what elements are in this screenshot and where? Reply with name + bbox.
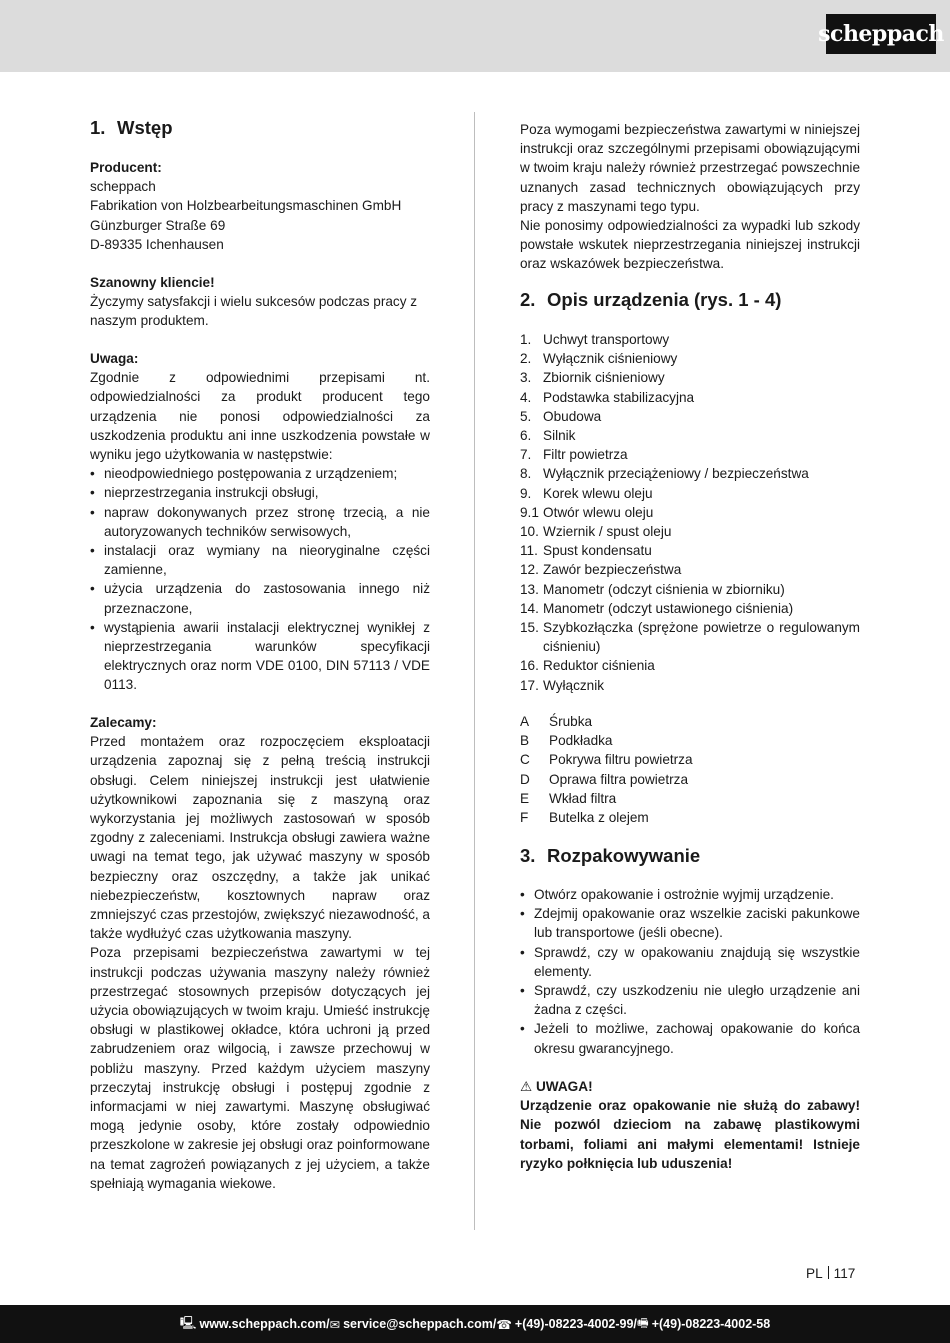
list-item-number: C [520, 752, 530, 768]
dear-customer-label: Szanowny kliencie! [90, 275, 215, 290]
intro-paragraph: Poza wymogami bezpieczeństwa zawartymi w niniejszej instrukcji oraz szczególnymi przepisami obowiązującymi w twoim kraju należy również przestrzegać powszechnie uznanych zasad technicznych obowiązujących przy pracy z maszynami tego typu. [520, 122, 860, 214]
list-item [520, 541, 860, 560]
dear-customer-block [90, 273, 430, 331]
list-item [520, 426, 860, 445]
list-item [520, 503, 860, 522]
scheppach-logo: scheppach [826, 14, 936, 54]
section-1-heading: 1. Wstęp [90, 117, 173, 138]
page-number: PL 117 [806, 1266, 856, 1281]
list-item-text: Wyłącznik ciśnieniowy [543, 351, 678, 367]
list-item [520, 522, 860, 541]
list-item [520, 330, 860, 349]
list-item [520, 676, 860, 695]
list-item: • wystąpienia awarii instalacji elektrycznej wynikłej z nieprzestrzegania warunków specyfikacji elektrycznych oraz norm VDE 0100, DIN 57113 / VDE 0113. [90, 618, 430, 695]
recommend-paragraph: Poza przepisami bezpieczeństwa zawartymi w tej instrukcji podczas używania maszyny należy również przestrzegać stosownych przepisów dotyczących jej użycia obowiązujących w twoim kraju. Umieść instrukcję obsługi w plastikowej okładce, która uchroni ją przed zabrudzeniem oraz wilgocią, i zawsze przechowuj w pobliżu maszyny. Przed każdym użyciem maszyny przeczytaj instrukcję obsługi i postępuj zgodnie z informacjami w niej zawartymi. Maszynę obsługiwać mogą jedynie osoby, które zostały odpowiednio przeszkolone w zakresie jej obsługi oraz poinformowane na temat zagrożeń powiązanych z jej użyciem, a także spełniają wymagania wiekowe. [90, 945, 430, 1191]
list-item [520, 484, 860, 503]
list-item-text: Wyłącznik [543, 677, 605, 693]
list-item [520, 464, 860, 483]
footer-bar: 🖳 www.scheppach.com / ✉ service@scheppach.com / ☎ +(49)-08223-4002-99 / 🖷 +(49)-08223-4002-58 [0, 1305, 950, 1343]
list-item [520, 599, 860, 618]
list-item-text: Szybkozłączka (sprężone powietrze o regulowanym ciśnieniu) [543, 620, 860, 655]
list-item [520, 388, 860, 407]
list-item: • instalacji oraz wymiany na nieoryginalne części zamienne, [90, 541, 430, 579]
list-item-number: 13. [520, 581, 539, 597]
list-item-text: Reduktor ciśnienia [543, 658, 655, 674]
footer-phone: +(49)-08223-4002-99 [514, 1317, 634, 1331]
list-item-text: Manometr (odczyt ustawionego ciśnienia) [543, 600, 794, 616]
phone-icon: ☎ [496, 1317, 512, 1332]
list-item [520, 368, 860, 387]
list-item [520, 656, 860, 675]
list-item [520, 789, 860, 808]
list-item-number: 9. [520, 485, 532, 501]
warning-label: ⚠ UWAGA! [520, 1079, 593, 1094]
list-item-number: 16. [520, 658, 539, 674]
list-item-number: E [520, 790, 530, 806]
recommend-label: Zalecamy: [90, 715, 157, 730]
recommend-paragraph: Przed montażem oraz rozpoczęciem eksploatacji urządzenia zapoznaj się z pełną treścią instrukcji obsługi. Celem niniejszej instrukcji jest ułatwienie użytkownikowi zapoznania się z maszyną oraz wykorzystania jej możliwych zastosowań w sposób zgodny z zaleceniami. Instrukcja obsługi zawiera ważne uwagi na temat tego, jak używać maszyny w sposób bezpieczny oraz oszczędny, a także jak unikać niebezpieczeństw, kosztownych napraw oraz zmniejszyć czas przestojów, zwiększyć niezawodność, a także wydłużyć czas użytkowania maszyny. [90, 734, 430, 942]
list-item-text: Spust kondensatu [543, 543, 652, 559]
list-item-number: 17. [520, 677, 539, 693]
list-item [520, 808, 860, 827]
list-item-text: Podstawka stabilizacyjna [543, 389, 695, 405]
recommend-block [90, 713, 430, 1193]
producer-line: Fabrikation von Holzbearbeitungsmaschinen GmbH [90, 198, 402, 214]
list-item-number: 8. [520, 466, 532, 482]
list-item-number: 5. [520, 408, 532, 424]
producer-label: Producent: [90, 160, 162, 175]
list-item-number: 7. [520, 447, 532, 463]
fax-icon: 🖷 [636, 1315, 649, 1330]
list-item-text: Oprawa filtra powietrza [549, 771, 689, 787]
list-item-text: Podkładka [549, 733, 613, 749]
list-item-number: F [520, 810, 529, 826]
list-item-text: Zawór bezpieczeństwa [543, 562, 682, 578]
list-item-text: Otwór wlewu oleju [543, 504, 654, 520]
list-item [520, 445, 860, 464]
list-item: • Otwórz opakowanie i ostrożnie wyjmij urządzenie. [520, 885, 860, 904]
list-item-text: Uchwyt transportowy [543, 332, 670, 347]
list-item-number: 3. [520, 370, 532, 386]
list-item-number: 12. [520, 562, 539, 578]
parts-list [520, 330, 860, 695]
page-separator [828, 1266, 829, 1279]
list-item-number: D [520, 771, 530, 787]
intro-paragraph: Nie ponosimy odpowiedzialności za wypadki lub szkody powstałe wskutek nieprzestrzegania niniejszej instrukcji oraz wskazówek bezpieczeństwa. [520, 218, 860, 272]
note-text: Zgodnie z odpowiednimi przepisami nt. odpowiedzialności za produkt producent tego urządzenia nie ponosi odpowiedzialności za uszkodzenia produktu ani inne uszkodzenia powstałe w wyniku jego użytkowania w następstwie: [90, 370, 430, 463]
list-item [520, 618, 860, 656]
list-item-number: 14. [520, 600, 539, 616]
warning-text: Urządzenie oraz opakowanie nie służą do zabawy! Nie pozwól dzieciom na zabawę plastikowymi torbami, foliami ani małymi elementami! Istnieje ryzyko połknięcia lub uduszenia! [520, 1098, 860, 1171]
list-item-number: B [520, 733, 530, 749]
list-item: • nieodpowiedniego postępowania z urządzeniem; [90, 464, 430, 483]
list-item [520, 770, 860, 789]
list-item: • Zdejmij opakowanie oraz wszelkie zaciski pakunkowe lub transportowe (jeśli obecne). [520, 904, 860, 942]
list-item [520, 750, 860, 769]
list-item-text: Manometr (odczyt ciśnienia w zbiorniku) [543, 581, 785, 597]
producer-line: Günzburger Straße 69 [90, 217, 226, 233]
list-item-number: 10. [520, 524, 539, 540]
producer-line: D-89335 Ichenhausen [90, 236, 224, 252]
list-item-text: Wkład filtra [549, 790, 617, 806]
list-item: • użycia urządzenia do zastosowania innego niż przeznaczone, [90, 579, 430, 617]
list-item [520, 349, 860, 368]
footer-fax: +(49)-08223-4002-58 [651, 1317, 771, 1331]
list-item-text: Obudowa [543, 408, 602, 424]
list-item-text: Śrubka [549, 714, 593, 729]
footer-email[interactable]: service@scheppach.com [343, 1317, 493, 1331]
list-item-number: 1. [520, 332, 532, 347]
note-label: Uwaga: [90, 351, 139, 366]
producer-block [90, 158, 430, 254]
monitor-icon: 🖳 [179, 1315, 197, 1330]
list-item: • Jeżeli to możliwe, zachowaj opakowanie do końca okresu gwarancyjnego. [520, 1019, 860, 1057]
list-item-text: Filtr powietrza [543, 447, 628, 463]
list-item: • Sprawdź, czy uszkodzeniu nie uległo urządzenie ani żadna z części. [520, 981, 860, 1019]
letter-parts-block [520, 712, 860, 827]
dear-customer-text: Życzymy satysfakcji i wielu sukcesów podczas pracy z naszym produktem. [90, 294, 418, 329]
header-bar [0, 0, 950, 72]
footer-website[interactable]: www.scheppach.com [199, 1317, 327, 1331]
list-item [520, 580, 860, 599]
list-item-number: A [520, 714, 530, 729]
parts-list-block [520, 330, 860, 695]
list-item-number: 11. [520, 543, 538, 559]
list-item-number: 15. [520, 620, 539, 636]
column-divider [474, 112, 475, 1230]
mail-icon: ✉ [329, 1317, 341, 1332]
list-item-number: 6. [520, 428, 532, 444]
list-item: • nieprzestrzegania instrukcji obsługi, [90, 483, 430, 502]
section-2-heading: 2. Opis urządzenia (rys. 1 - 4) [520, 289, 782, 310]
list-item-text: Silnik [543, 428, 576, 444]
list-item-number: 2. [520, 351, 532, 367]
list-item [520, 712, 860, 731]
list-item-text: Wyłącznik przeciążeniowy / bezpieczeństwa [543, 466, 809, 482]
list-item-text: Pokrywa filtru powietrza [549, 752, 693, 768]
list-item [520, 407, 860, 426]
list-item-text: Butelka z olejem [549, 810, 649, 826]
list-item-text: Wziernik / spust oleju [543, 524, 672, 540]
unpack-block [520, 885, 860, 1058]
intro-block [520, 120, 860, 274]
list-item [520, 731, 860, 750]
list-item: • napraw dokonywanych przez stronę trzecią, a nie autoryzowanych techników serwisowych, [90, 503, 430, 541]
list-item-number: 9.1 [520, 504, 539, 520]
list-item [520, 560, 860, 579]
note-bullets [90, 464, 430, 694]
warning-triangle-icon: ⚠ [520, 1079, 533, 1094]
letter-parts-list [520, 712, 860, 827]
list-item-number: 4. [520, 389, 532, 405]
list-item-text: Zbiornik ciśnieniowy [543, 370, 665, 386]
list-item-text: Korek wlewu oleju [543, 485, 653, 501]
warning-block [520, 1077, 860, 1173]
list-item: • Sprawdź, czy w opakowaniu znajdują się wszystkie elementy. [520, 943, 860, 981]
producer-line: scheppach [90, 179, 156, 195]
note-block [90, 349, 430, 695]
section-3-heading: 3. Rozpakowywanie [520, 845, 701, 866]
unpack-list [520, 885, 860, 1058]
